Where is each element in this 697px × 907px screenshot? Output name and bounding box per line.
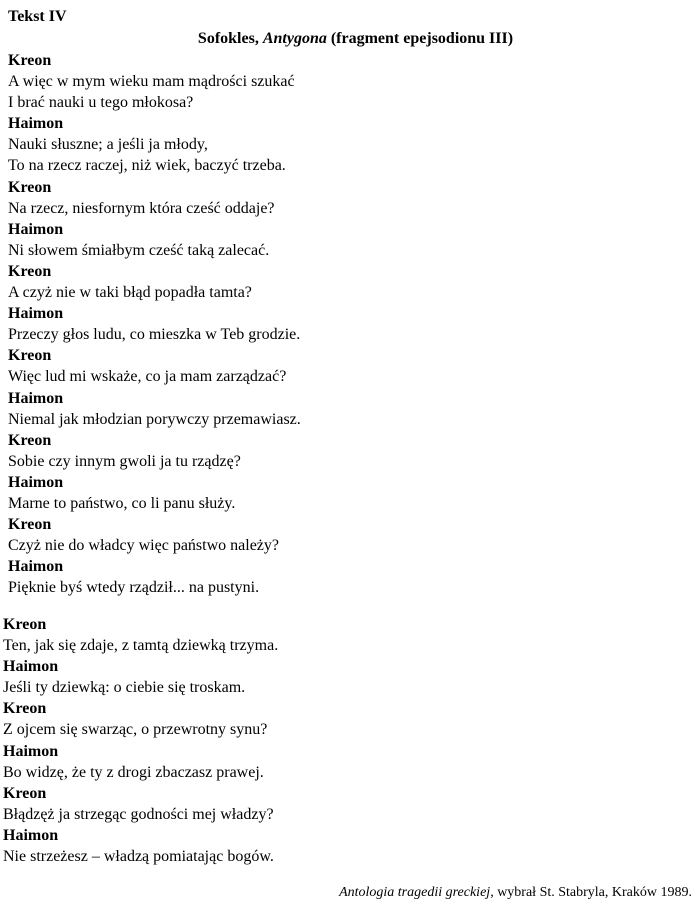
verse-line: Nie strzeżesz – władzą pomiatając bogów. (3, 848, 274, 866)
speaker-name: Kreon (8, 178, 52, 196)
dialogue-part-1 (8, 50, 688, 598)
speaker-name: Haimon (8, 558, 64, 576)
speaker-name: Kreon (3, 616, 47, 633)
source-title: Antologia tragedii greckiej (339, 885, 491, 900)
verse-line: Nauki słuszne; a jeśli ja młody, (8, 136, 208, 154)
heading-work-title: Antygona (262, 30, 327, 47)
verse-line: A czyż nie w taki błąd popadła tamta? (8, 284, 252, 302)
verse-line: Bo widzę, że ty z drogi zbaczasz prawej. (3, 763, 264, 781)
verse-line: Niemal jak młodzian porywczy przemawiasz. (8, 410, 301, 428)
source-details: , wybrał St. Stabryla, Kraków 1989. (490, 885, 692, 900)
dialogue-part-2 (3, 614, 683, 867)
heading-author: Sofokles, (197, 30, 263, 47)
verse-line: Ten, jak się zdaje, z tamtą dziewką trzyma. (3, 637, 279, 655)
speaker-name: Haimon (3, 658, 59, 676)
verse-line: To na rzecz raczej, niż wiek, baczyć trzeba. (8, 157, 286, 175)
verse-line: Ni słowem śmiałbym cześć taką zalecać. (8, 241, 270, 259)
speaker-name: Haimon (8, 305, 64, 323)
text-heading (0, 29, 697, 49)
verse-line: Jeśli ty dziewką: o ciebie się troskam. (3, 679, 246, 697)
verse-line: Czyż nie do władcy więc państwo należy? (8, 537, 280, 555)
speaker-name: Haimon (3, 826, 59, 844)
speaker-name: Kreon (8, 516, 52, 534)
speaker-name: Haimon (3, 742, 59, 760)
source-citation (339, 884, 692, 902)
verse-line: Błądzęż ja strzegąc godności mej władzy? (3, 805, 274, 823)
speaker-name: Haimon (8, 389, 64, 407)
verse-line: Pięknie byś wtedy rządził... na pustyni. (8, 579, 260, 597)
speaker-name: Haimon (8, 220, 64, 238)
speaker-name: Kreon (8, 347, 52, 365)
heading-fragment: (fragment epejsodionu III) (326, 30, 514, 47)
speaker-name: Haimon (8, 473, 64, 491)
verse-line: Na rzecz, niesfornym która cześć oddaje? (8, 199, 275, 217)
speaker-name: Kreon (3, 784, 47, 802)
speaker-name: Haimon (8, 115, 64, 133)
verse-line: Przeczy głos ludu, co mieszka w Teb grodzie. (8, 326, 301, 344)
speaker-name: Kreon (8, 431, 52, 449)
text-label: Tekst IV (8, 8, 67, 25)
verse-line: Z ojcem się swarząc, o przewrotny synu? (3, 721, 268, 739)
speaker-name: Kreon (8, 52, 52, 69)
speaker-name: Kreon (8, 262, 52, 280)
verse-line: Sobie czy innym gwoli ja tu rządzę? (8, 452, 241, 470)
verse-line: Marne to państwo, co li panu służy. (8, 494, 236, 512)
verse-line: Więc lud mi wskaże, co ja mam zarządzać? (8, 368, 287, 386)
verse-line: I brać nauki u tego młokosa? (8, 94, 194, 112)
verse-line: A więc w mym wieku mam mądrości szukać (8, 73, 295, 91)
speaker-name: Kreon (3, 700, 47, 718)
